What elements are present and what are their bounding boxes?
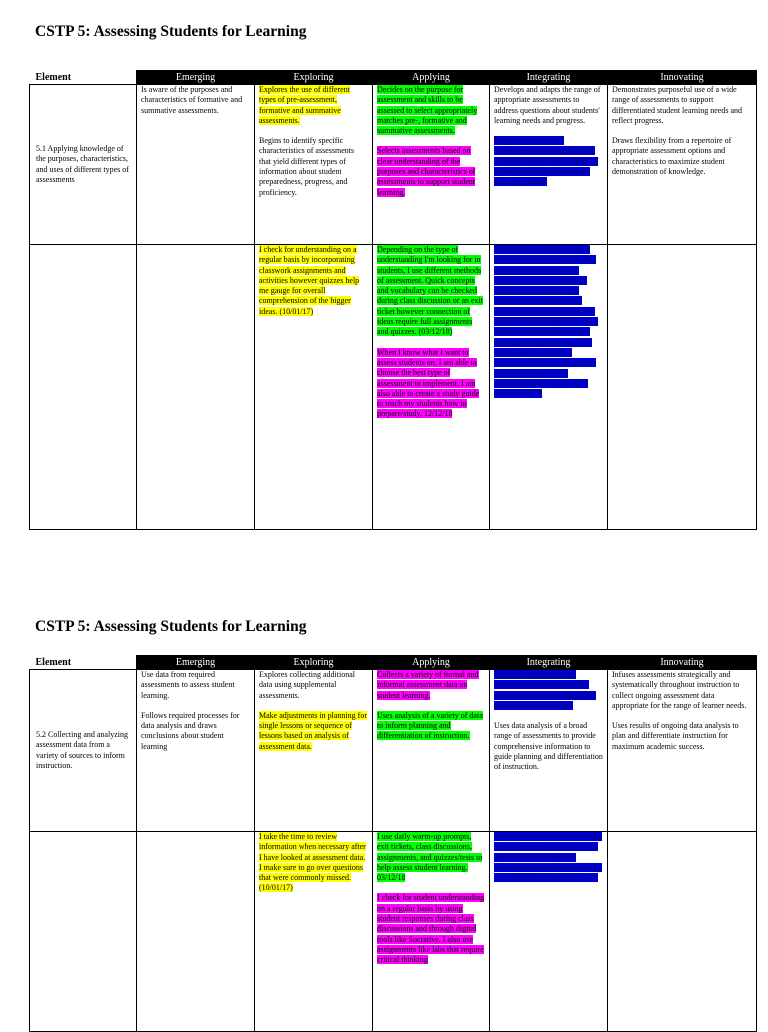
element-evidence-cell — [30, 245, 137, 530]
descriptor-text: Infuses assessments strategically and systematically throughout instruction to collect ongoing assessment data appropriate for the range of learner needs. — [612, 670, 747, 710]
descriptor-text: Demonstrates purposeful use of a wide range of assessments to support differentiated student learning needs and reflect progress. — [612, 85, 743, 125]
descriptor-text: Develops and adapts the range of appropriate assessments to address questions about students' learning needs and progress. — [494, 85, 601, 125]
evidence-text: Summative assessments that I provide students tend to include multiple choice, true/false, matching, and short response questions. I find that some students really benefit from having the variety because they may be better at explaining their understanding through a short response compared to multiple choice. Having different questions allows my students to have at least part of the assessment that is put at their strength. 06/19 — [494, 245, 598, 399]
element-label: 5.1 Applying knowledge of the purposes, characteristics, and uses of different types of assessments — [36, 143, 129, 184]
header-exploring: Exploring — [255, 71, 373, 85]
exploring-evidence-cell — [255, 245, 373, 530]
applying-descriptor-cell — [373, 670, 490, 832]
section-2-title: CSTP 5: Assessing Students for Learning — [35, 618, 307, 635]
descriptor-text: Selects assessments based on clear understanding of the purposes and characteristics of assessments to support student learning. — [377, 146, 476, 197]
evidence-text: I check for understanding on a regular basis by incorporating classwork assignments and activities however quizzes help me gauge for overall comprehension of the bigger ideas. (10/01/17) — [259, 245, 360, 316]
innovating-descriptor-cell — [608, 670, 757, 832]
descriptor-text: Uses results of ongoing data analysis to plan and differentiate instruction for maximum academic success. — [612, 721, 739, 751]
descriptor-text: Explores the use of different types of pre-assessment, formative and summative assessments. — [259, 85, 350, 125]
rubric-table-5-1 — [29, 70, 757, 530]
descriptor-text: Decides on the purpose for assessment and skills to be assessed to select appropriately matches pre-, formative and summative assessments. — [377, 85, 478, 136]
header-exploring: Exploring — [255, 656, 373, 670]
element-cell — [30, 85, 137, 245]
evidence-text: When I know what I want to assess students on, I am able to choose the best type of assessment to implement. I am also able to create a study guide to teach my students how to prepare/study. 12/12/18 — [377, 347, 480, 419]
descriptor-text: Is aware of the purposes and characteristics of formative and summative assessments. — [141, 85, 243, 115]
exploring-descriptor-cell — [255, 85, 373, 245]
evidence-text: I use daily warm-up prompts, exit tickets, class discussions, assignments, and quizzes/tests to help assess student learning. 03/12/18 — [377, 832, 483, 883]
descriptor-text: Uses analysis of a variety of data to inform planning and differentiation of instruction. — [377, 710, 483, 741]
header-integrating: Integrating — [490, 71, 608, 85]
integrating-descriptor-cell — [490, 670, 608, 832]
evidence-text: I take the time to review information when necessary after I have looked at assessment data. I make sure to go over questions that were commonly missed. (10/01/17) — [259, 832, 366, 893]
emerging-evidence-cell — [137, 832, 255, 1032]
header-element: Element — [30, 656, 137, 670]
exploring-descriptor-cell — [255, 670, 373, 832]
rubric-header-row — [30, 656, 757, 670]
header-emerging: Emerging — [137, 71, 255, 85]
applying-evidence-cell — [373, 832, 490, 1032]
descriptor-text: Draws flexibility from a repertoire of appropriate assessment options and characteristics to maximize student demonstration of knowledge. — [612, 136, 732, 177]
header-applying: Applying — [373, 71, 490, 85]
descriptor-text: Designs and integrates an assessment plan that provides formal and informal assessment data on student learning. — [494, 670, 596, 710]
descriptor-row — [30, 670, 757, 832]
rubric-header-row — [30, 71, 757, 85]
integrating-evidence-cell — [490, 832, 608, 1032]
innovating-evidence-cell — [608, 832, 757, 1032]
innovating-descriptor-cell — [608, 85, 757, 245]
descriptor-text: Integrates a variety of characteristics into assessments to allow students with a range of learning needs to demonstrate what they know. — [494, 136, 599, 187]
evidence-text: Regular checks for understanding are implemented along with unit quizzes/tests. During unit planning, these assessment pieces are embedded throughout. 06/19 — [494, 832, 602, 883]
descriptor-text: Make adjustments in planning for single lessons or sequence of lessons based on analysis of assessment data. — [259, 710, 367, 751]
integrating-evidence-cell — [490, 245, 608, 530]
header-element: Element — [30, 71, 137, 85]
header-emerging: Emerging — [137, 656, 255, 670]
evidence-row — [30, 245, 757, 530]
evidence-text: I check for student understanding on a regular basis by using student responses during class discussions and through digital tools like Socrative. I also use assignments like labs that require critical thinking — [377, 893, 485, 965]
exploring-evidence-cell — [255, 832, 373, 1032]
applying-descriptor-cell — [373, 85, 490, 245]
applying-evidence-cell — [373, 245, 490, 530]
descriptor-text: Use data from required assessments to assess student learning. — [141, 670, 235, 700]
evidence-text: Depending on the type of understanding I'm looking for in students, I use different methods of assessment. Quick concepts and vocabulary can be checked during class discussion or an exit ticket however connection of ideas require full assignments and quizzes. (03/12/18) — [377, 245, 483, 337]
innovating-evidence-cell — [608, 245, 757, 530]
header-innovating: Innovating — [608, 656, 757, 670]
element-label: 5.2 Collecting and analyzing assessment data from a variety of sources to inform instruction. — [36, 729, 128, 770]
descriptor-text: Collects a variety of formal and informal assessment data on student learning. — [377, 670, 479, 700]
emerging-descriptor-cell — [137, 670, 255, 832]
evidence-row — [30, 832, 757, 1032]
element-cell — [30, 670, 137, 832]
descriptor-text: Uses data analysis of a broad range of assessments to provide comprehensive information to guide planning and differentiation of instruction. — [494, 721, 603, 772]
descriptor-text: Explores collecting additional data using supplemental assessments. — [259, 670, 355, 700]
emerging-descriptor-cell — [137, 85, 255, 245]
rubric-table-5-2 — [29, 655, 757, 1032]
header-innovating: Innovating — [608, 71, 757, 85]
integrating-descriptor-cell — [490, 85, 608, 245]
section-1-title: CSTP 5: Assessing Students for Learning — [35, 23, 307, 40]
descriptor-text: Begins to identify specific characteristics of assessments that yield different types of information about student preparedness, progress, and proficiency. — [259, 136, 355, 197]
descriptor-text: Follows required processes for data analysis and draws conclusions about student learning — [141, 710, 240, 751]
header-integrating: Integrating — [490, 656, 608, 670]
element-evidence-cell — [30, 832, 137, 1032]
header-applying: Applying — [373, 656, 490, 670]
emerging-evidence-cell — [137, 245, 255, 530]
descriptor-row — [30, 85, 757, 245]
